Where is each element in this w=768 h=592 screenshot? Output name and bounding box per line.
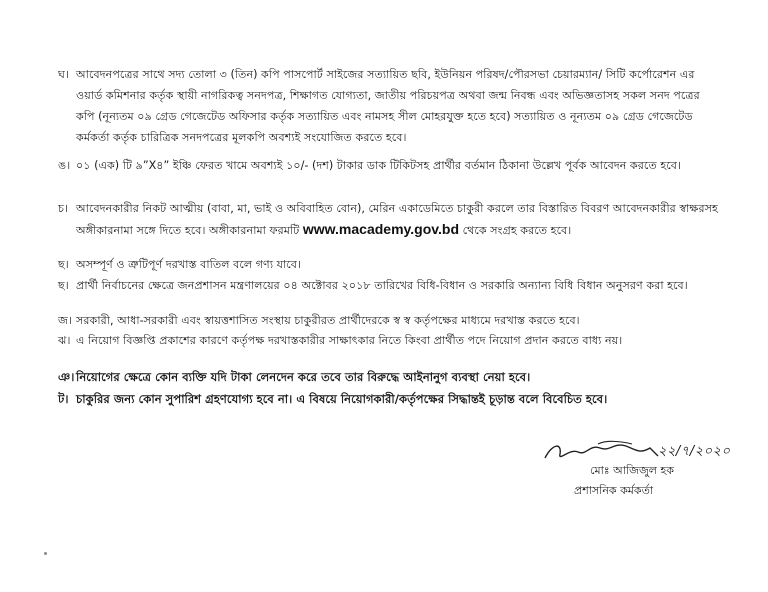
item-text: সরকারী, আধা-সরকারী এবং স্বায়ত্তশাসিত সংস্থায় চাকুরীরত প্রার্থীদেরকে স্ব স্ব কর্তৃপক্ষের মাধ্যমে দরখাস্ত করতে হবে। <box>76 314 580 327</box>
item-marker: ছ। <box>58 279 69 292</box>
list-item-gha <box>58 64 718 148</box>
item-text: আবেদনপত্রের সাথে সদ্য তোলা ৩ (তিন) কপি পাসপোর্ট সাইজের সত্যায়িত ছবি, ইউনিয়ন পরিষদ/পৌরসভা চেয়ারম্যান/ সিটি কর্পোরেশন এর ওয়ার্ড কমিশনার কর্তৃক স্থায়ী নাগরিকত্ব সনদপত্র, শিক্ষাগত যোগ্যতা, জাতীয় পরিচয়পত্র অথবা জন্ম নিবন্ধ এবং অভিজ্ঞতাসহ সকল সনদ পত্রের কপি (নূন্যতম ০৯ গ্রেড গেজেটেড অফিসার কর্তৃক সত্যায়িত এবং নামসহ সীল মোহরযুক্ত হতে হবে) সত্যায়িত ও নূন্যতম ০৯ গ্রেড গেজেটেড কর্মকর্তা কর্তৃক চারিত্রিক সনদপত্রের মূলকপি অবশ্যই সংযোজিত করতে হবে। <box>76 68 700 144</box>
item-marker: ছ। <box>58 258 69 271</box>
item-text: চাকুরির জন্য কোন সুপারিশ গ্রহণযোগ্য হবে না। এ বিষয়ে নিয়োগকারী/কর্তৃপক্ষের সিদ্ধান্তই চূড়ান্ত বলে বিবেচিত হবে। <box>76 392 608 406</box>
website-link[interactable]: www.macademy.gov.bd <box>302 221 460 237</box>
scan-speck <box>44 552 47 555</box>
signatory-name: মোঃ আজিজুল হক <box>590 464 674 477</box>
item-text: ০১ (এক) টি ৯”X৪” ইঞ্চি ফেরত খামে অবশ্যই ১০/- (দশ) টাকার ডাক টিকিটসহ প্রার্থীর বর্তমান ঠিকানা উল্লেখ পূর্বক আবেদন করতে হবে। <box>76 159 681 172</box>
item-marker: চ। <box>58 202 69 215</box>
list-item-ta <box>58 389 718 410</box>
item-text: অসম্পূর্ণ ও ত্রুটিপূর্ণ দরখাস্ত বাতিল বলে গণ্য যাবে। <box>76 258 302 271</box>
item-text: এ নিয়োগ বিজ্ঞপ্তি প্রকাশের কারণে কর্তৃপক্ষ দরখাস্তকারীর সাক্ষাৎকার নিতে কিংবা প্রার্থীত পদে নিয়োগ প্রদান করতে বাধ্য নয়। <box>76 334 623 347</box>
signature-date: ২২/৭/২০২০ <box>658 444 731 459</box>
item-text: প্রার্থী নির্বাচনের ক্ষেত্রে জনপ্রশাসন মন্ত্রণালয়ের ০৪ অক্টোবর ২০১৮ তারিখের বিধি-বিধান ও সরকারি অন্যান্য বিধি বিধান অনুসরণ করা হবে। <box>76 279 688 292</box>
item-text-before: আবেদনকারীর নিকট আত্মীয় (বাবা, মা, ভাই ও অবিবাহিত বোন), মেরিন একাডেমিতে চাকুরী করলে তার বিস্তারিত বিবরণ আবেদনকারীর স্বাক্ষরসহ অঙ্গীকারনামা সঙ্গে দিতে হবে। অঙ্গীকারনামা ফরমটি <box>76 202 718 237</box>
list-item-unga <box>58 155 718 176</box>
item-marker: ঘ। <box>58 68 69 81</box>
list-item-chha-2 <box>58 275 718 296</box>
item-marker: ঝ। <box>58 334 71 347</box>
signatory-title: প্রশাসনিক কর্মকর্তা <box>574 484 654 497</box>
item-text: নিয়োগের ক্ষেত্রে কোন ব্যক্তি যদি টাকা লেনদেন করে তবে তার বিরুদ্ধে আইনানুগ ব্যবস্থা নেয়া হবে। <box>76 370 531 384</box>
list-item-chha <box>58 254 718 275</box>
list-item-nya <box>58 367 718 388</box>
signature-block <box>540 438 750 508</box>
item-text-after: থেকে সংগ্রহ করতে হবে। <box>462 224 572 237</box>
list-item-jha <box>58 330 718 351</box>
item-marker: ট। <box>58 392 69 406</box>
item-marker: জ। <box>58 314 73 327</box>
item-marker: ঙ। <box>58 159 71 172</box>
item-text <box>76 198 718 241</box>
item-marker: ঞ। <box>58 370 75 384</box>
list-item-ja <box>58 310 718 331</box>
list-item-cha <box>58 198 718 241</box>
